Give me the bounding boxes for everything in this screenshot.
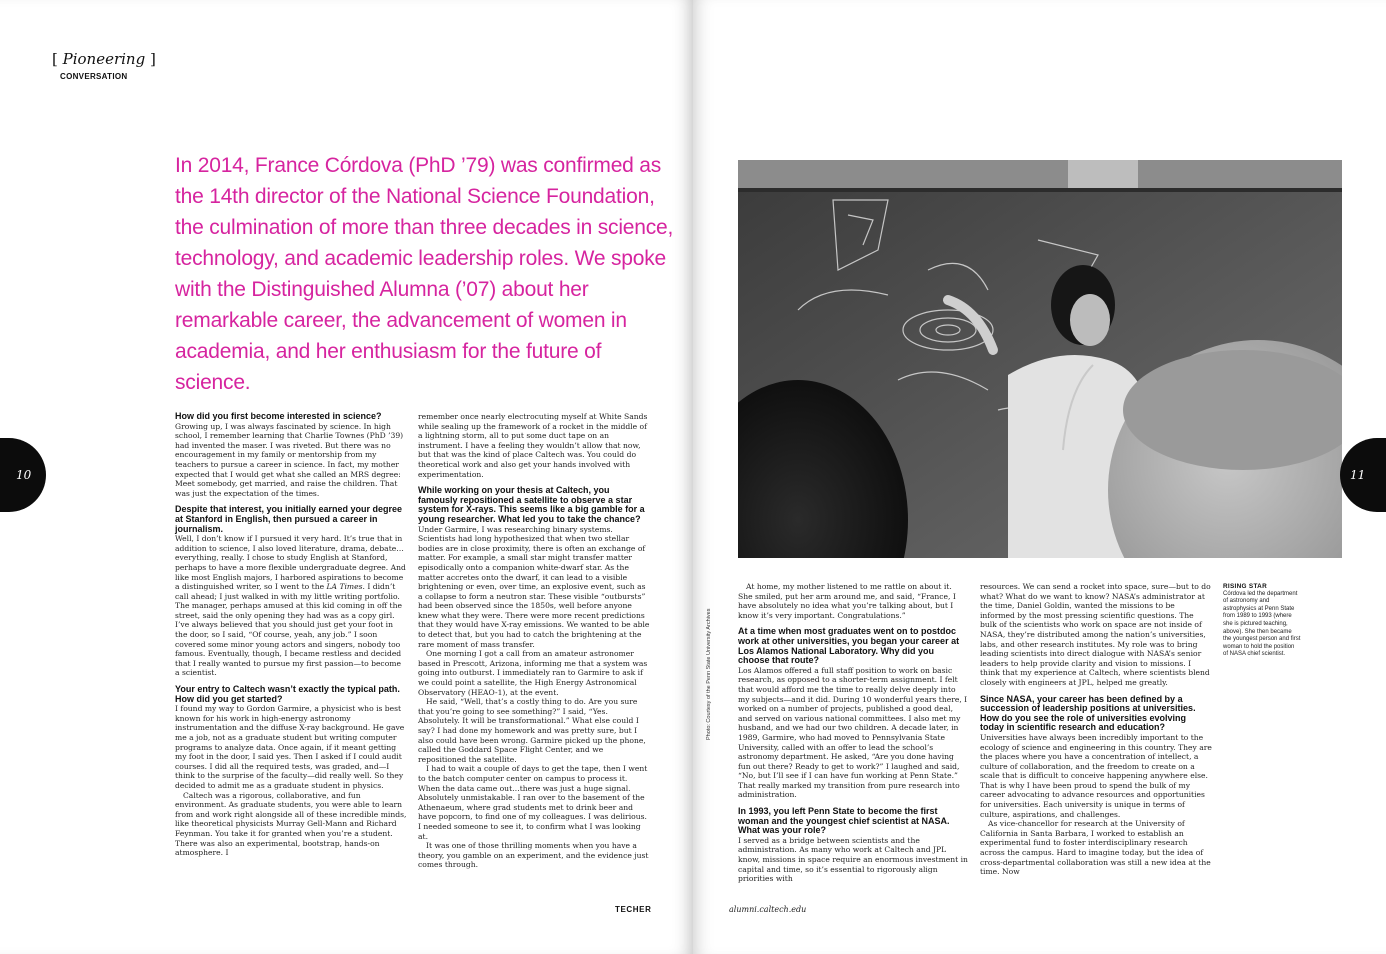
right-column-1 [738, 582, 968, 884]
magazine-footer: TECHER [615, 905, 652, 914]
answer-paragraph: Growing up, I was always fascinated by science. In high school, I remember learning that Charlie Townes (PhD ’39) had invented the maser. I was riveted. But there was no encouragement in my family or mentorship from my teachers to pursue a career in science. In fact, my mother expected that I would get what she called an MRS degree: Meet somebody, get married, and raise the children. That was just the expectation of the times. [175, 421, 404, 498]
answer-paragraph: One morning I got a call from an amateur astronomer based in Prescott, Arizona, informing me that a system was going into outburst. I immediately ran to Garmire to ask if we could point a satellite, the High Energy Astronomical Observatory (HEAO-1), at the event. [418, 649, 648, 697]
chalkboard-photo-illustration [738, 160, 1342, 558]
answer-paragraph: remember once nearly electrocuting myself at White Sands while sealing up the framework of a rocket in the middle of a lightning storm, all to put some duct tape on an instrument. I have a feeling they wouldn’t allow that now, but that was the kind of place Caltech was. You could do theoretical work and also get your hands involved with experimentation. [418, 412, 648, 479]
website-footer: alumni.caltech.edu [729, 905, 807, 914]
section-label: [ Pioneering ] [52, 50, 156, 68]
answer-paragraph: Universities have always been incredibly important to the ecology of science and engineering in this country. They are the places where you have a concentration of intellect, a culture of collaboration, and the freedom to create on a scale that is difficult to conceive happening anywhere else. That is why I have been proud to spend the bulk of my career advocating to advance resources and opportunities for universities. Each university is unique in terms of culture, aspirations, and challenges. [980, 732, 1212, 819]
section-label-text: Pioneering [62, 50, 146, 68]
question-heading: While working on your thesis at Caltech, you famously repositioned a satellite to observe a star system for X-rays. This seems like a big gamble for a young researcher. What led you to take the chance? [418, 485, 645, 524]
answer-paragraph: It was one of those thrilling moments when you have a theory, you gamble on an experiment, and the evidence just comes through. [418, 841, 649, 870]
answer-paragraph: I found my way to Gordon Garmire, a physicist who is best known for his work in high-energy astronomy instrumentation and the diffuse X-ray background. He gave me a job, not as a graduate student but writing computer programs to analyze data. Once again, if it meant getting my foot in the door, I said yes. Then I asked if I could audit courses. I did all the required tests, was graded, and—I think to the surprise of the faculty—did really well. So they decided to admit me as a graduate student in physics. [175, 704, 405, 790]
question-heading: How did you first become interested in science? [175, 411, 382, 421]
page-number-tab [1340, 438, 1386, 512]
photo-credit: Photo: Courtesy of the Penn State University Archives [706, 608, 712, 740]
caption-text: Córdova led the department of astronomy and astrophysics at Penn State from 1989 to 1993 (where she is pictured teaching, above). She then became the youngest person and first woman to hold the position of NASA chief scientist. [1223, 590, 1301, 658]
answer-paragraph: I served as a bridge between scientists and the administration. As many who work at Caltech and JPL know, missions in space require an enormous investment in capital and time, so it’s essential to rigorously align priorities with [738, 835, 968, 884]
question-heading: Despite that interest, you initially earned your degree at Stanford in English, then pursued a career in journalism. [175, 504, 403, 534]
question-heading: At a time when most graduates went on to postdoc work at other universities, you began your career at Los Alamos National Laboratory. Why did you choose that route? [738, 626, 960, 666]
answer-paragraph: He said, “Well, that’s a costly thing to do. Are you sure that you’re going to see something?” I said, “Yes. Absolutely. It will be transformational.” What else could I say? I had done my homework and was pretty sure, but I also could have been wrong. Garmire picked up the phone, called the Goddard Space Flight Center, and we repositioned the satellite. [418, 697, 646, 764]
page-number-tab [0, 438, 46, 512]
question-heading: Your entry to Caltech wasn’t exactly the typical path. How did you get started? [175, 684, 400, 704]
answer-paragraph: resources. We can send a rocket into space, sure—but to do what? What do we want to know? NASA’s administrator at the time, Daniel Goldin, wanted the missions to be informed by the most pressing scientific questions. The bulk of the scientists who work on space are not inside of NASA, they’re distributed among the nation’s universities, labs, and other research institutes. My role was to bring leading scientists into direct dialogue with NASA’s senior leaders to help provide clarity and vision to missions. I think that my experience at Caltech, where scientists blend closely with engineers at JPL, helped me greatly. [980, 582, 1211, 687]
answer-paragraph: At home, my mother listened to me rattle on about it. She smiled, put her arm around me, and said, “France, I have absolutely no idea what you’re talking about, but I know it’s very important. Congratulations.” [738, 582, 956, 620]
photo-caption [1223, 583, 1301, 659]
left-column-2 [418, 412, 650, 870]
answer-paragraph: I had to wait a couple of days to get the tape, then I went to the batch computer center on campus to process it. When the data came out…there was just a huge signal. Absolutely unmistakable. I ran over to the basement of the Athenaeum, where grad students met to drink beer and have popcorn, to find one of my colleagues. I was delirious. I needed someone to see it, to confirm what I was looking at. [418, 764, 648, 841]
question-heading: Since NASA, your career has been defined by a succession of leadership positions at universities. How do you see the role of universities evolving today in scientific research and education? [980, 693, 1196, 733]
left-column-1 [175, 412, 407, 858]
answer-paragraph: As vice-chancellor for research at the University of California in Santa Barbara, I worked to establish an experimental fund to foster interdisciplinary research across the campus. Hard to imagine today, but the idea of cross-departmental collaboration was still a new idea at the time. Now [980, 819, 1211, 877]
question-heading: In 1993, you left Penn State to become the first woman and the youngest chief scientist at NASA. What was your role? [738, 806, 950, 836]
right-page [693, 0, 1386, 954]
right-column-2 [980, 582, 1212, 877]
answer-paragraph: Well, I don’t know if I pursued it very hard. It’s true that in addition to science, I also loved literature, drama, debate…everything, really. I chose to study English at Stanford, perhaps to have a more flexible undergraduate degree. And like most English majors, I harbored aspirations to become a distinguished writer, so I went to the LA Times. I didn’t call ahead; I just walked in with my little writing portfolio. The manager, perhaps amused at this kid coming in off the street, said the only opening they had was as a copy girl. I’ve always believed that you should just get your foot in the door, so I said, “Of course, yeah, any job.” I soon covered some minor young actors and singers, nobody too famous. Eventually, though, I became restless and decided that I really wanted to pursue my first passion—to become a scientist. [175, 534, 406, 678]
page-number: 10 [16, 468, 32, 482]
teaching-photo [738, 160, 1342, 558]
answer-paragraph: Caltech was a rigorous, collaborative, and fun environment. As graduate students, you were able to learn from and work right alongside all of these incredible minds, like theoretical physicists Murray Gell-Mann and Richard Feynman. You take it for granted when you’re a student. There was also an experimental, bootstrap, hands-on atmosphere. I [175, 790, 407, 858]
page-number: 11 [1350, 468, 1366, 482]
answer-paragraph: Los Alamos offered a full staff position to work on basic research, as opposed to a shorter-term assignment. I felt that would afford me the time to really delve deeply into my subjects—and it did. During 10 wonderful years there, I worked on a number of projects, published a good deal, and served on various national committees. I also met my husband, and we had our two children. A decade later, in 1989, Garmire, who had moved to Pennsylvania State University, called with an offer to lead the school’s astronomy department. He asked, “Are you done having fun out there? Ready to get to work?” I laughed and said, “No, but I’ll see if I can have fun working at Penn State.” That really marked my transition from pure research into administration. [738, 665, 968, 800]
section-sublabel: CONVERSATION [60, 72, 128, 81]
intro-paragraph: In 2014, France Córdova (PhD ’79) was confirmed as the 14th director of the National Science Foundation, the culmination of more than three decades in science, technology, and academic leadership roles. We spoke with the Distinguished Alumna (’07) about her remarkable career, the advancement of women in academia, and her enthusiasm for the future of science. [175, 154, 674, 394]
publication-title: LA Times [326, 582, 363, 592]
answer-paragraph: Under Garmire, I was researching binary systems. Scientists had long hypothesized that when two stellar bodies are in close proximity, there is often an exchange of matter. For example, a small star might transfer matter episodically onto a companion white-dwarf star. As the matter accretes onto the dwarf, it can lead to a visible brightening or even, over time, an explosive event, such as a collapse to form a neutron star. These visible “outbursts” had been observed since the 1850s, well before anyone knew what they were. There were more recent predictions that they would have X-ray emissions. We wanted to be able to detect that, but you had to catch the brightening at the rare moment of mass transfer. [418, 524, 650, 649]
caption-title: RISING STAR [1223, 583, 1268, 590]
